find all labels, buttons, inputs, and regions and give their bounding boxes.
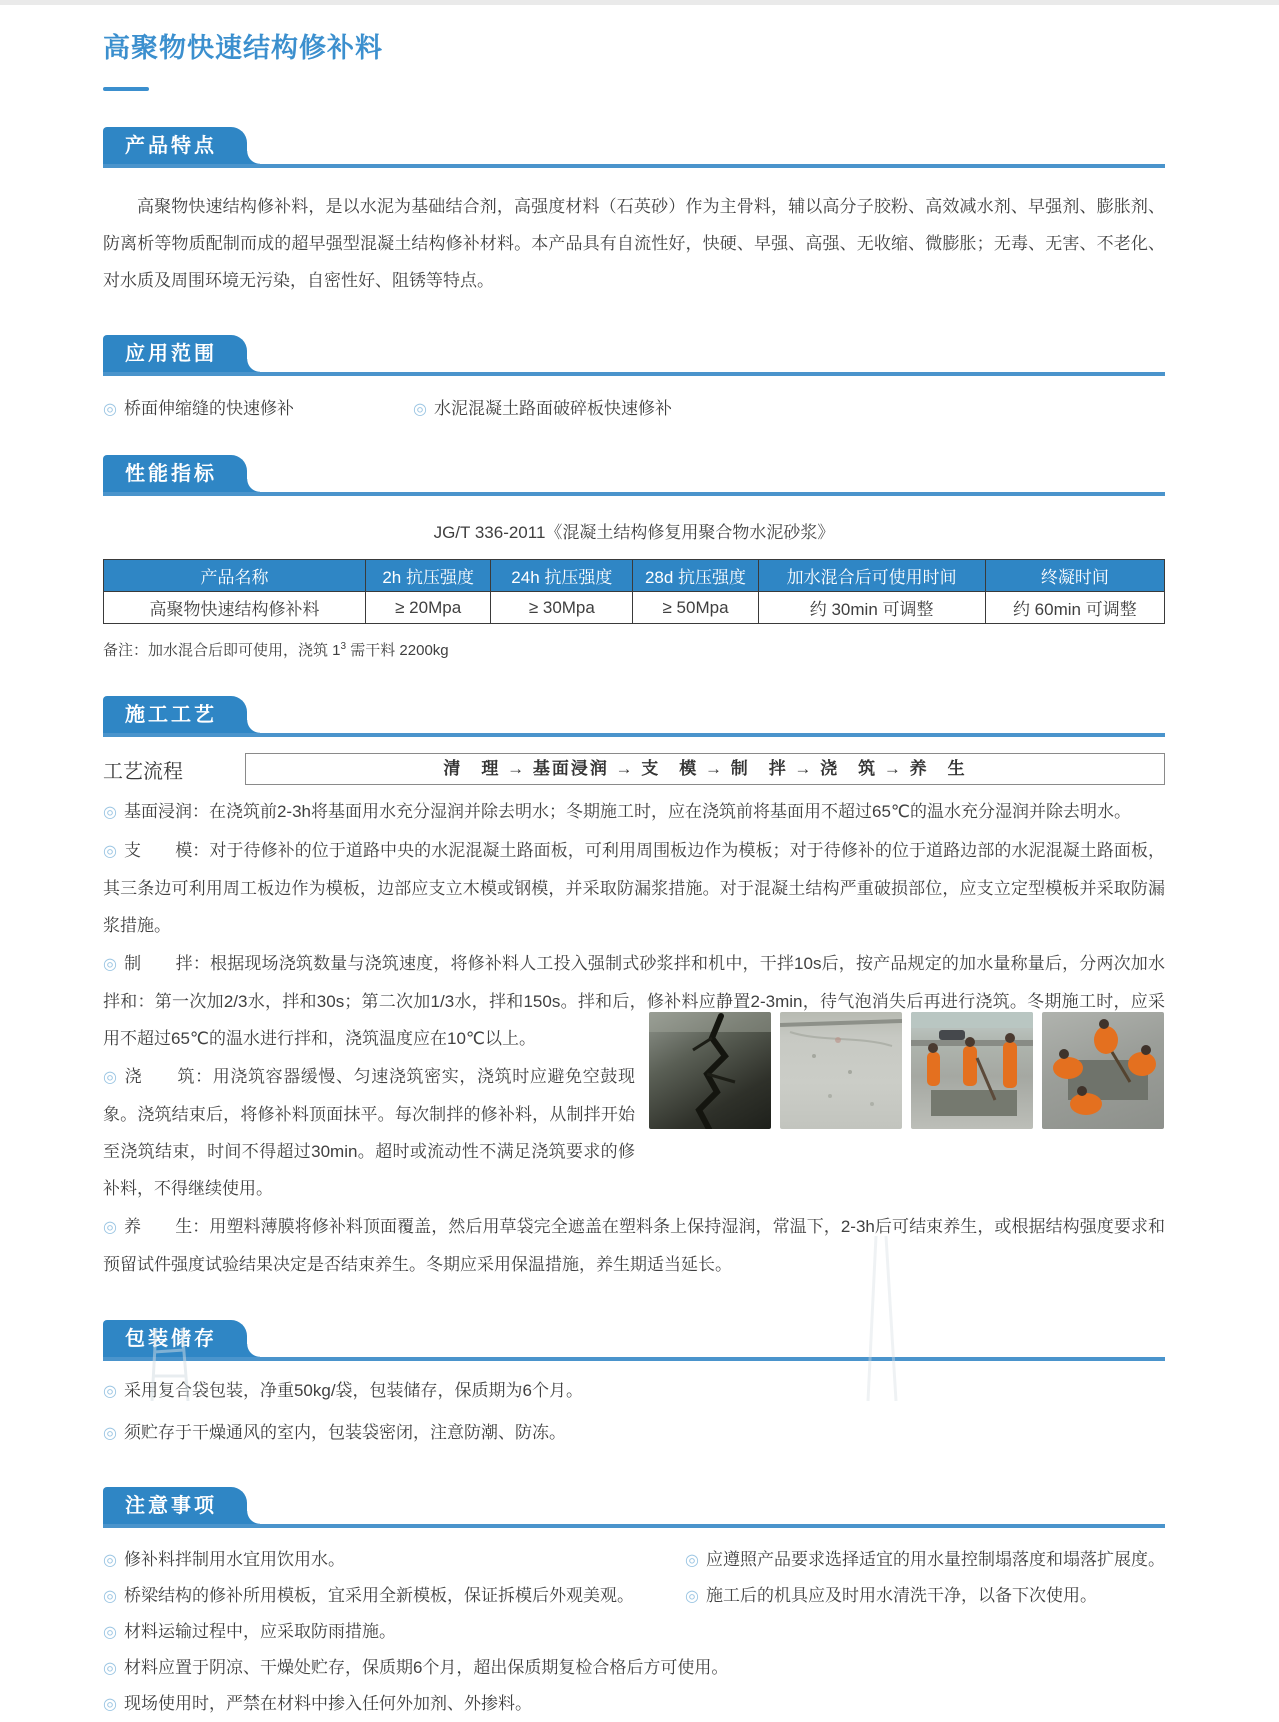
double-circle-bullet-icon: ◎ (685, 1588, 699, 1605)
process-flow-row (103, 753, 1165, 785)
construction-step (103, 832, 1165, 944)
table-header-cell: 28d 抗压强度 (633, 560, 758, 592)
table-header-row (104, 560, 1165, 592)
table-header-cell: 2h 抗压强度 (366, 560, 491, 592)
double-circle-bullet-icon: ◎ (685, 1552, 699, 1569)
section-head-construction (103, 696, 1165, 737)
features-heading-tab (103, 127, 247, 164)
table-note (103, 639, 1165, 660)
double-circle-bullet-icon: ◎ (103, 1425, 117, 1442)
construction-step (103, 1208, 1165, 1283)
table-row (104, 592, 1165, 624)
construction-heading: 施工工艺 (125, 704, 217, 726)
notes-item (103, 1614, 1165, 1650)
notes-heading-tab (103, 1487, 247, 1524)
table-note-prefix: 备注：加水混合后即可使用，浇筑 1 (103, 642, 341, 659)
table-header-cell: 终凝时间 (985, 560, 1164, 592)
table-cell: 约 60min 可调整 (985, 592, 1164, 624)
table-cell: ≥ 30Mpa (491, 592, 633, 624)
step-text: 用塑料薄膜将修补料顶面覆盖，然后用草袋完全遮盖在塑料条上保持湿润，常温下，2-3h后可结束养生，或根据结构强度要求和预留试件强度试验结果决定是否结束养生。冬期应采用保温措施，养生期适当延长。 (103, 1217, 1165, 1274)
notes-item-text: 桥梁结构的修补所用模板，宜采用全新模板，保证拆模后外观美观。 (123, 1586, 634, 1605)
notes-item-text: 施工后的机具应及时用水清洗干净，以备下次使用。 (705, 1586, 1097, 1605)
notes-item (103, 1542, 685, 1578)
section-head-notes (103, 1487, 1165, 1528)
notes-heading: 注意事项 (125, 1495, 217, 1517)
notes-item-text: 现场使用时，严禁在材料中掺入任何外加剂、外掺料。 (123, 1694, 532, 1713)
double-circle-bullet-icon: ◎ (103, 1624, 117, 1641)
table-header-cell: 24h 抗压强度 (491, 560, 633, 592)
features-heading: 产品特点 (125, 135, 217, 157)
standard-reference: JG/T 336-2011《混凝土结构修复用聚合物水泥砂浆》 (433, 523, 835, 542)
process-flow-label: 工艺流程 (103, 760, 183, 783)
photo-strip (649, 1012, 1165, 1129)
step-label: 支 模： (124, 841, 210, 860)
double-circle-bullet-icon: ◎ (103, 1383, 117, 1400)
page-title: 高聚物快速结构修补料 (103, 33, 383, 63)
step-text: 在浇筑前2-3h将基面用水充分湿润并除去明水；冬期施工时，应在浇筑前将基面用不超过65℃的温水充分湿润并除去明水。 (208, 802, 1131, 821)
step-label: 浇 筑： (124, 1067, 213, 1086)
table-note-suffix: 需干料 2200kg (346, 642, 449, 659)
performance-heading: 性能指标 (125, 463, 217, 485)
table-cell: 约 30min 可调整 (758, 592, 985, 624)
step-label: 养 生： (124, 1217, 210, 1236)
double-circle-bullet-icon: ◎ (103, 843, 118, 860)
notes-item-text: 材料运输过程中，应采取防雨措施。 (123, 1622, 396, 1641)
title-underline (103, 87, 149, 91)
road-repair-crew-photo (911, 1012, 1033, 1129)
notes-item (103, 1686, 1165, 1722)
notes-item-text: 材料应置于阴凉、干燥处贮存，保质期6个月，超出保质期复检合格后方可使用。 (123, 1658, 729, 1677)
packaging-heading: 包装储存 (125, 1328, 217, 1350)
construction-step (103, 793, 1165, 831)
performance-heading-tab (103, 455, 247, 492)
packaging-heading-tab (103, 1320, 247, 1357)
application-item-label: 水泥混凝土路面破碎板快速修补 (433, 399, 672, 418)
table-cell: ≥ 50Mpa (633, 592, 758, 624)
packaging-item-text: 采用复合袋包装，净重50kg/袋，包装储存，保质期为6个月。 (123, 1381, 584, 1400)
patch-pouring-crew-photo (1042, 1012, 1164, 1129)
notes-item (103, 1650, 1165, 1686)
application-item (103, 394, 413, 419)
features-paragraph: 高聚物快速结构修补料，是以水泥为基础结合剂，高强度材料（石英砂）作为主骨料，辅以高分子胶粉、高效减水剂、早强剂、膨胀剂、防离析等物质配制而成的超早强型混凝土结构修补材料。本产品具有自流性好，快硬、早强、高强、无收缩、微膨胀；无毒、无害、不老化、对水质及周围环境无污染，自密性好、阻锈等特点。 (103, 197, 1165, 290)
step-label: 基面浸润： (123, 802, 209, 821)
section-head-features (103, 127, 1165, 168)
notes-item (103, 1578, 685, 1614)
double-circle-bullet-icon: ◎ (103, 1696, 117, 1713)
notes-item (685, 1578, 1165, 1614)
application-item-label: 桥面伸缩缝的快速修补 (123, 399, 294, 418)
section-head-performance (103, 455, 1165, 496)
double-circle-bullet-icon: ◎ (103, 401, 117, 418)
double-circle-bullet-icon: ◎ (103, 1219, 118, 1236)
applications-row (103, 394, 1165, 419)
packaging-item (103, 1415, 1165, 1451)
step-text: 对于待修补的位于道路中央的水泥混凝土路面板，可利用周围板边作为模板；对于待修补的位于道路边部的水泥混凝土路面板，其三条边可利用周工板边作为模板，边部应支立木模或钢模，并采取防漏浆措施。对于混凝土结构严重破损部位，应支立定型模板并采取防漏浆措施。 (103, 841, 1166, 935)
table-cell: 高聚物快速结构修补料 (104, 592, 366, 624)
applications-heading-tab (103, 335, 247, 372)
table-header-cell: 产品名称 (104, 560, 366, 592)
section-head-applications (103, 335, 1165, 376)
double-circle-bullet-icon: ◎ (103, 1069, 118, 1086)
broken-concrete-slab-photo (780, 1012, 902, 1129)
process-flow-box: 清 理 → 基面浸润 → 支 模 → 制 拌 → 浇 筑 → 养 生 (245, 753, 1165, 785)
cracked-pavement-photo (649, 1012, 771, 1129)
packaging-item (103, 1373, 1165, 1409)
notes-item (685, 1542, 1165, 1578)
performance-table (103, 559, 1165, 624)
double-circle-bullet-icon: ◎ (103, 1660, 117, 1677)
construction-heading-tab (103, 696, 247, 733)
notes-item-text: 应遵照产品要求选择适宜的用水量控制塌落度和塌落扩展度。 (705, 1550, 1165, 1569)
packaging-item-text: 须贮存于干燥通风的室内，包装袋密闭，注意防潮、防冻。 (123, 1423, 566, 1442)
double-circle-bullet-icon: ◎ (103, 1588, 117, 1605)
notes-item-text: 修补料拌制用水宜用饮用水。 (123, 1550, 345, 1569)
applications-heading: 应用范围 (125, 343, 217, 365)
step-text: 用浇筑容器缓慢、匀速浇筑密实，浇筑时应避免空鼓现象。浇筑结束后，将修补料顶面抹平。每次制拌的修补料，从制拌开始至浇筑结束，时间不得超过30min。超时或流动性不满足浇筑要求的修补料，不得继续使用。 (103, 1067, 636, 1198)
table-note-superscript: 3 (340, 641, 347, 652)
double-circle-bullet-icon: ◎ (413, 401, 427, 418)
application-item (413, 394, 1165, 419)
double-circle-bullet-icon: ◎ (103, 1552, 117, 1569)
step-label: 制 拌： (124, 954, 211, 973)
construction-steps (103, 793, 1165, 1284)
step-text: 根据现场浇筑数量与浇筑速度，将修补料人工投入强制式砂浆拌和机中，干拌10s后，按产品规定的加水量称量后，分两次加水拌和：第一次加2/3水，拌和30s；第二次加1/3水，拌和150s。拌和后，修补料应静置2-3min，待气泡消失后再进行浇筑。冬期施工时，应采用不超过65℃的温水进行拌和，浇筑温度应在10℃以上。 (103, 954, 1165, 1048)
notes-grid (103, 1542, 1165, 1614)
section-head-packaging (103, 1320, 1165, 1361)
table-header-cell: 加水混合后可使用时间 (758, 560, 985, 592)
table-cell: ≥ 20Mpa (366, 592, 491, 624)
double-circle-bullet-icon: ◎ (103, 956, 118, 973)
double-circle-bullet-icon: ◎ (103, 804, 117, 821)
